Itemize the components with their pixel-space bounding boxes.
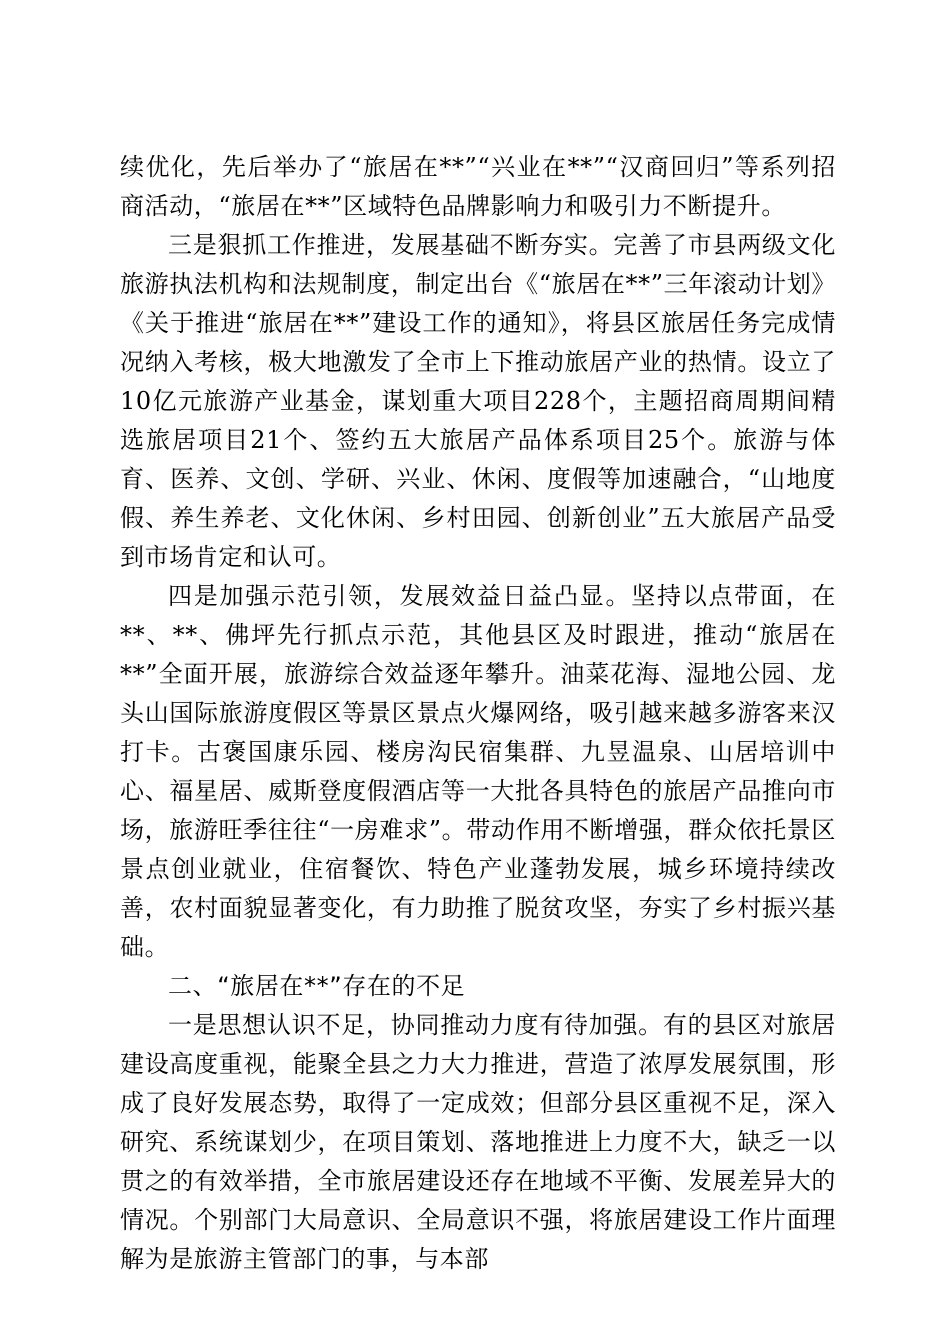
paragraph-continued: 续优化，先后举办了“旅居在**”“兴业在**”“汉商回归”等系列招商活动，“旅居在**”区域特色品牌影响力和吸引力不断提升。 bbox=[120, 153, 836, 220]
section-heading: 二、“旅居在**”存在的不足 bbox=[168, 972, 466, 1000]
paragraph-work-promotion: 三是狠抓工作推进，发展基础不断夯实。完善了市县两级文化旅游执法机构和法规制度，制定出台《“旅居在**”三年滚动计划》《关于推进“旅居在**”建设工作的通知》，将县区旅居任务完成情况纳入考核，极大地激发了全市上下推动旅居产业的热情。设立了10亿元旅游产业基金，谋划重大项目228个，主题招商周期间精选旅居项目21个、签约五大旅居产品体系项目25个。旅游与体育、医养、文创、学研、兴业、休闲、度假等加速融合，“山地度假、养生养老、文化休闲、乡村田园、创新创业”五大旅居产品受到市场肯定和认可。 bbox=[120, 231, 836, 571]
document-body bbox=[120, 148, 836, 1279]
paragraph-demonstration: 四是加强示范引领，发展效益日益凸显。坚持以点带面，在**、**、佛坪先行抓点示范，其他县区及时跟进，推动“旅居在**”全面开展，旅游综合效益逐年攀升。油菜花海、湿地公园、龙头山国际旅游度假区等景区景点火爆网络，吸引越来越多游客来汉打卡。古褒国康乐园、楼房沟民宿集群、九昱温泉、山居培训中心、福星居、威斯登度假酒店等一大批各具特色的旅居产品推向市场，旅游旺季往往“一房难求”。带动作用不断增强，群众依托景区景点创业就业，住宿餐饮、特色产业蓬勃发展，城乡环境持续改善，农村面貌显著变化，有力助推了脱贫攻坚，夯实了乡村振兴基础。 bbox=[120, 582, 836, 961]
paragraph-insufficient-awareness: 一是思想认识不足，协同推动力度有待加强。有的县区对旅居建设高度重视，能聚全县之力大力推进，营造了浓厚发展氛围，形成了良好发展态势，取得了一定成效；但部分县区重视不足，深入研究、系统谋划少，在项目策划、落地推进上力度不大，缺乏一以贯之的有效举措，全市旅居建设还存在地域不平衡、发展差异大的情况。个别部门大局意识、全局意识不强，将旅居建设工作片面理解为是旅游主管部门的事，与本部 bbox=[120, 1011, 836, 1273]
